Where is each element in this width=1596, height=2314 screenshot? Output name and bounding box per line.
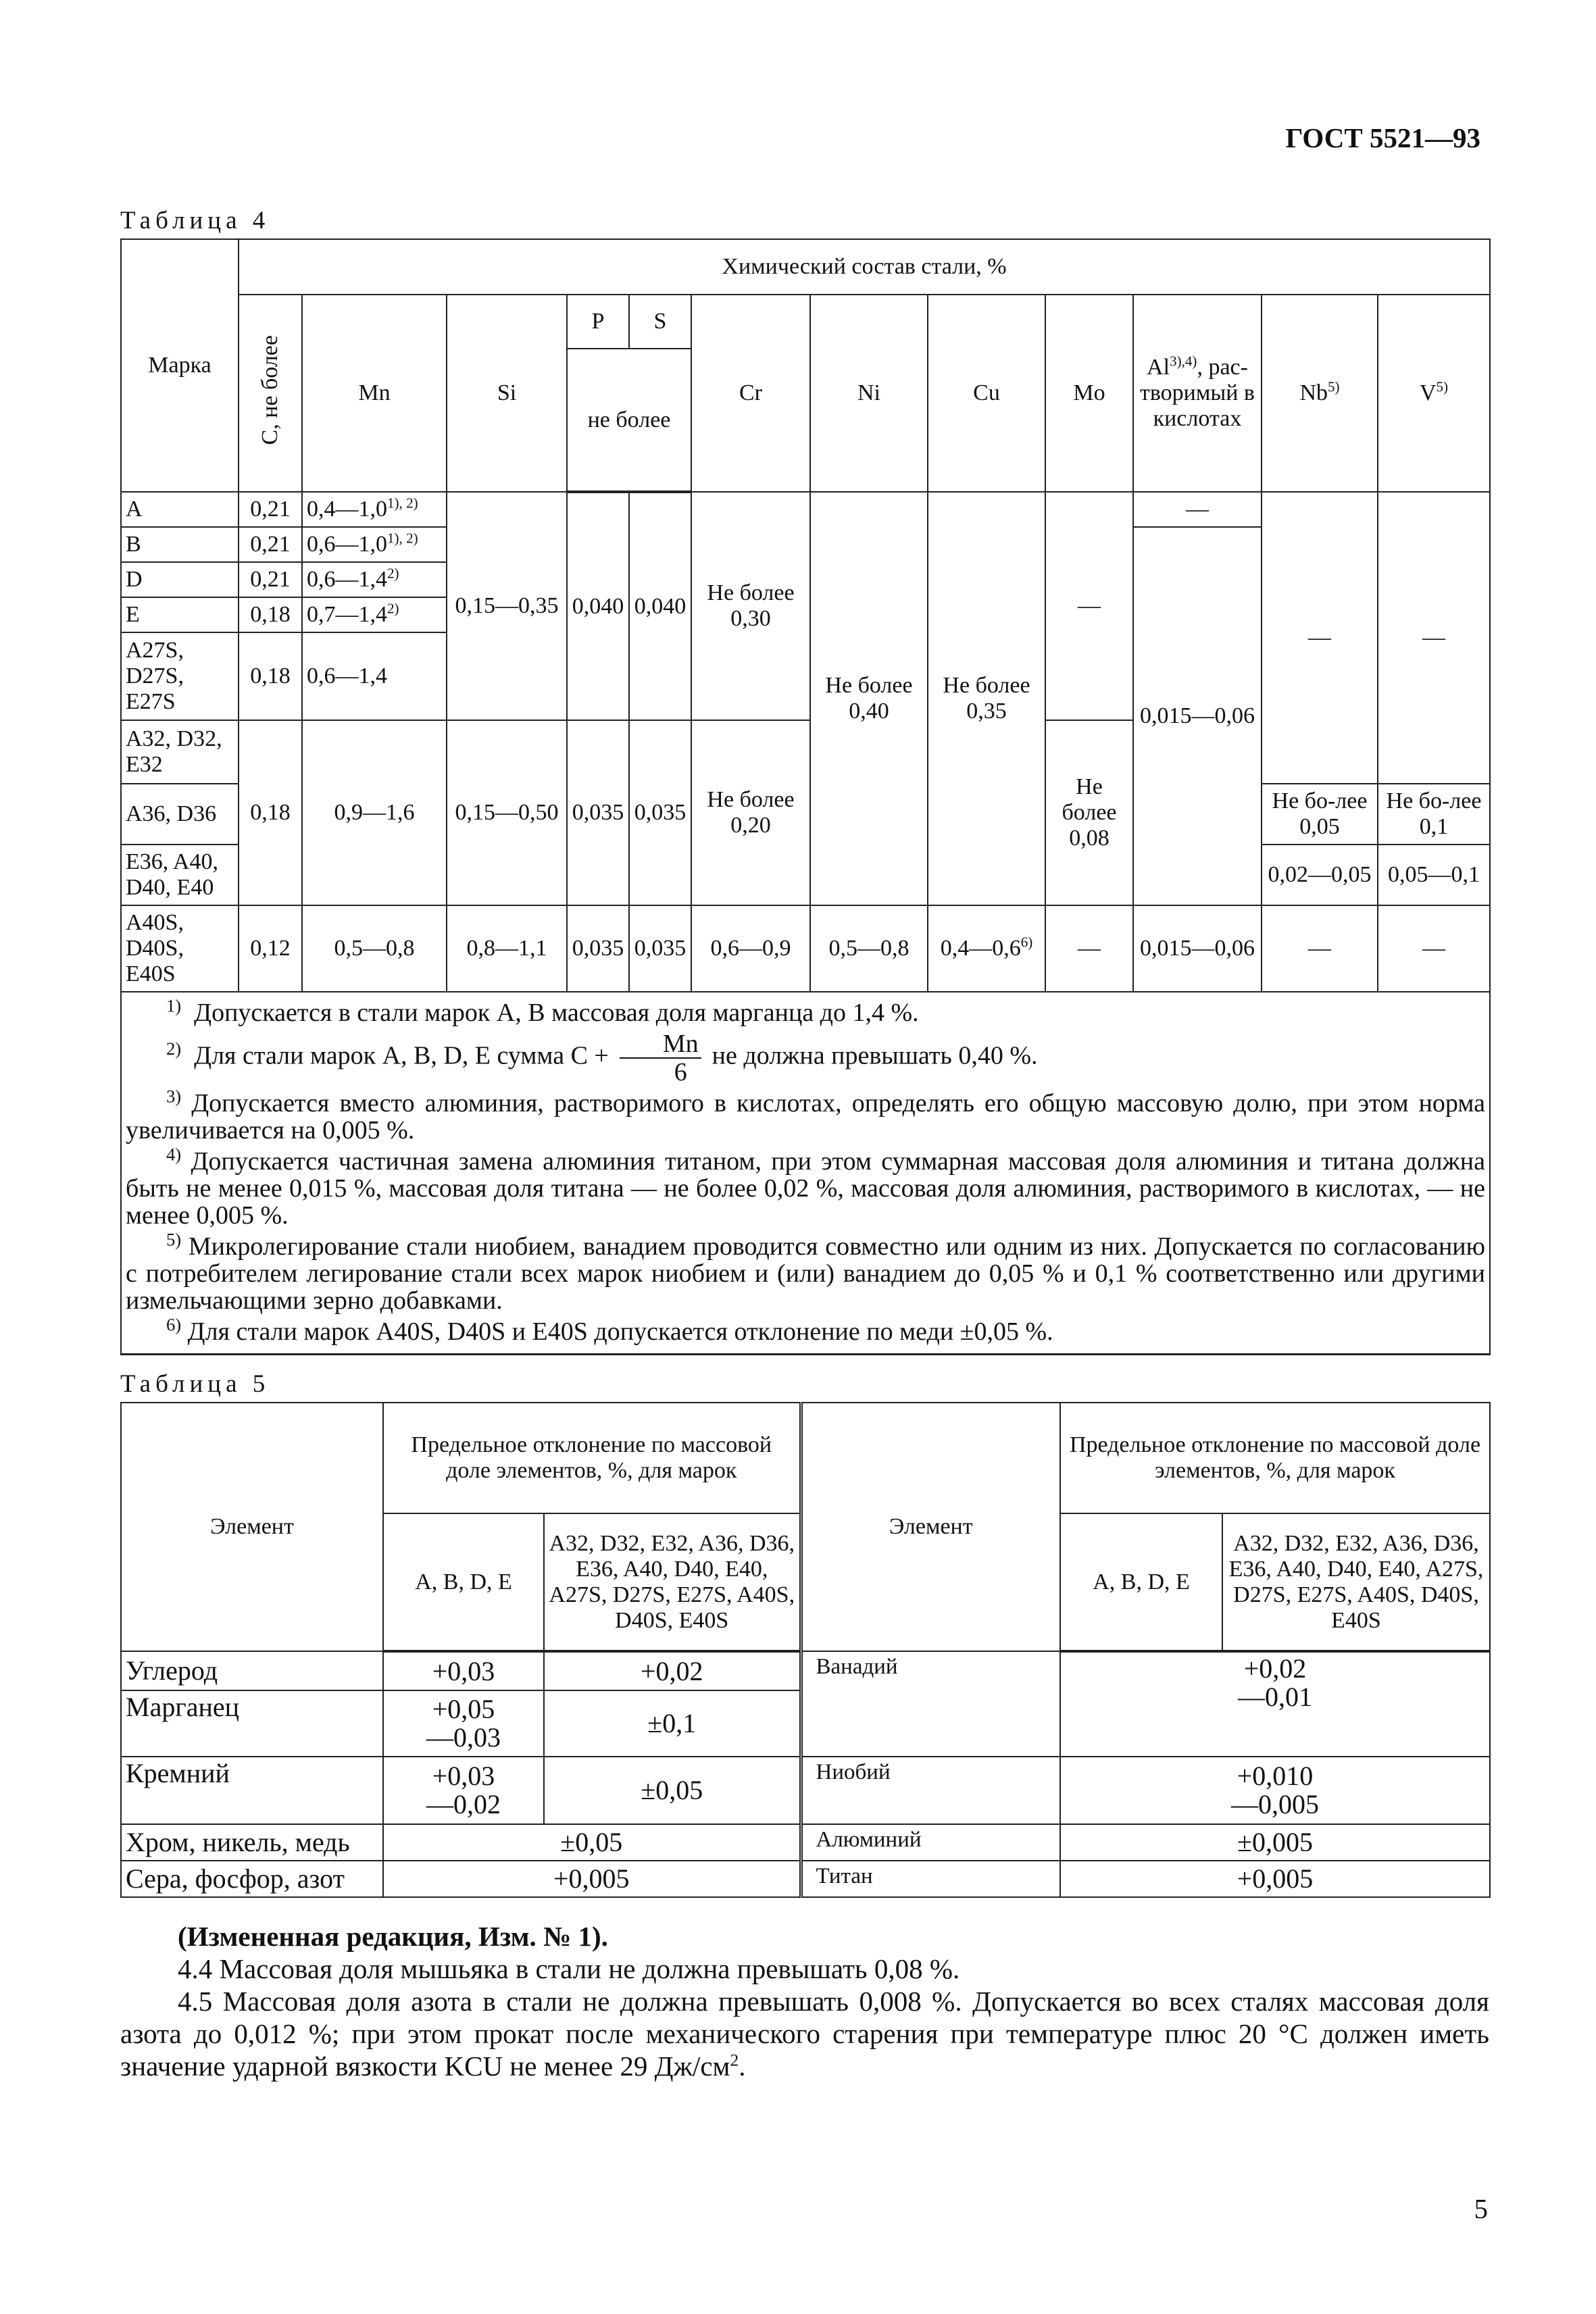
revision-note: (Измененная редакция, Изм. № 1). <box>178 1921 608 1952</box>
si-group-2: 0,15—0,50 <box>447 720 567 905</box>
col-head-cr: Cr <box>691 295 810 492</box>
table-row <box>121 492 1490 527</box>
t5-silicon-others: ±0,05 <box>544 1757 801 1824</box>
nb-36: Не бо-лее 0,05 <box>1262 784 1378 845</box>
table-4-caption: Таблица 4 <box>120 207 270 234</box>
body-text <box>120 1920 1489 2082</box>
grade-32: A32, D32, E32 <box>121 720 239 784</box>
ni-40s: 0,5—0,8 <box>810 905 928 992</box>
col-head-marka: Марка <box>121 239 239 492</box>
table-row <box>121 1651 1490 1690</box>
table-4-chemical-composition <box>120 238 1491 1355</box>
table-row <box>121 1824 1490 1861</box>
grade-b: B <box>121 527 239 562</box>
mo-group-2: Не более 0,08 <box>1045 720 1133 905</box>
c-27s: 0,18 <box>239 632 302 720</box>
col-head-ne-bolee: не более <box>567 349 691 492</box>
document-number: ГОСТ 5521—93 <box>1285 122 1480 153</box>
grade-d: D <box>121 562 239 597</box>
t5-head-group-left: Предельное отклонение по массовой доле элементов, %, для марок <box>383 1403 801 1513</box>
paragraph-4-5: 4.5 Массовая доля азота в стали не должна превышать 0,008 %. Допускается во всех сталях массовая доля азота до 0,012 %; при этом прокат после механического старения при температуре плюс 20 °С должен иметь значение ударной вязкости KCU не менее 29 $Дж/см^2$. <box>120 1986 1489 2082</box>
al-a: — <box>1133 492 1262 527</box>
nb-group-1: — <box>1262 492 1378 784</box>
grade-40s: A40S, D40S, E40S <box>121 905 239 992</box>
al-group: 0,015—0,06 <box>1133 527 1262 905</box>
t5-head-element-right: Элемент <box>801 1403 1060 1651</box>
p-group-1: 0,040 <box>567 492 629 720</box>
mn-b: $0,6—1,0^{1), 2)}$ <box>302 527 447 562</box>
t5-niobium-value: +0,010 —0,005 <box>1060 1757 1490 1824</box>
page-number: 5 <box>1474 2193 1488 2224</box>
v-40s: — <box>1378 905 1490 992</box>
nb-e36-40: 0,02—0,05 <box>1262 845 1378 905</box>
c-d: 0,21 <box>239 562 302 597</box>
t5-element-manganese: Марганец <box>121 1690 383 1757</box>
t5-s-p-n-value: +0,005 <box>383 1861 801 1897</box>
col-head-group: Химический состав стали, % <box>239 239 1490 295</box>
col-head-mo: Mo <box>1045 295 1133 492</box>
grade-27s: A27S, D27S, E27S <box>121 632 239 720</box>
t5-manganese-abde: +0,05 —0,03 <box>383 1690 544 1757</box>
v-e36-40: 0,05—0,1 <box>1378 845 1490 905</box>
p-40s: 0,035 <box>567 905 629 992</box>
t5-manganese-others: ±0,1 <box>544 1690 801 1757</box>
grade-e: E <box>121 597 239 632</box>
cr-group-2: Не более 0,20 <box>691 720 810 905</box>
footnote-5: $^{5)}$ Микролегирование стали ниобием, ванадием проводится совместно или одним из них. Допускается по согласованию с потребителем легирование стали всех марок ниобием и (или) ванадием до 0,05 % и 0,1 % соответственно или другими измельчающими зерно добавками. <box>126 1229 1485 1315</box>
grade-a: A <box>121 492 239 527</box>
col-head-si: Si <box>447 295 567 492</box>
mn-group-2: 0,9—1,6 <box>302 720 447 905</box>
table-row <box>121 1757 1490 1824</box>
table-4-footnotes <box>121 992 1490 1355</box>
col-head-cu: Cu <box>928 295 1045 492</box>
paragraph-4-4: 4.4 Массовая доля мышьяка в стали не должна превышать 0,08 %. <box>178 1953 960 1984</box>
grade-e36-40: E36, A40, D40, E40 <box>121 845 239 905</box>
mn-40s: 0,5—0,8 <box>302 905 447 992</box>
t5-element-silicon: Кремний <box>121 1757 383 1824</box>
col-head-mn: Mn <box>302 295 447 492</box>
al-40s: 0,015—0,06 <box>1133 905 1262 992</box>
col-head-v: $V^{5)}$ <box>1378 295 1490 492</box>
t5-element-s-p-n: Сера, фосфор, азот <box>121 1861 383 1897</box>
v-36: Не бо-лее 0,1 <box>1378 784 1490 845</box>
ni-group: Не более 0,40 <box>810 492 928 905</box>
t5-carbon-abde: +0,03 <box>383 1651 544 1690</box>
t5-head-abde-left: A, B, D, E <box>383 1513 544 1651</box>
t5-element-aluminium: Алюминий <box>801 1824 1060 1861</box>
c-group-2: 0,18 <box>239 720 302 905</box>
s-40s: 0,035 <box>629 905 691 992</box>
p-group-2: 0,035 <box>567 720 629 905</box>
c-e: 0,18 <box>239 597 302 632</box>
mn-d: 0,6—1,4$^{2)}$ <box>302 562 447 597</box>
mn-a: $0,4—1,0^{1), 2)}$ <box>302 492 447 527</box>
col-head-nb: Nb$^{5)}$ <box>1262 295 1378 492</box>
footnote-2: $^{2)}$ Для стали марок A, B, D, E сумма C + $\frac{Mn}{6}$ не должна превышать 0,40 %. <box>166 1030 1038 1086</box>
cu-group: Не более 0,35 <box>928 492 1045 905</box>
mn-e: 0,7—1,4$^{2)}$ <box>302 597 447 632</box>
s-group-2: 0,035 <box>629 720 691 905</box>
c-40s: 0,12 <box>239 905 302 992</box>
col-head-s: S <box>629 295 691 349</box>
t5-vanadium-value: +0,02 —0,01 <box>1060 1651 1490 1757</box>
cu-40s: 0,4—0,6$^{6)}$ <box>928 905 1045 992</box>
si-40s: 0,8—1,1 <box>447 905 567 992</box>
cr-40s: 0,6—0,9 <box>691 905 810 992</box>
c-b: 0,21 <box>239 527 302 562</box>
nb-40s: — <box>1262 905 1378 992</box>
t5-head-others-left: A32, D32, E32, A36, D36, E36, A40, D40, E40, A27S, D27S, E27S, A40S, D40S, E40S <box>544 1513 801 1651</box>
mo-40s: — <box>1045 905 1133 992</box>
mo-group-1: — <box>1045 492 1133 720</box>
table-row <box>121 905 1490 992</box>
table-5-deviations <box>120 1402 1491 1898</box>
footnote-1: $^{1)}$ Допускается в стали марок A, B массовая доля марганца до 1,4 %. <box>166 995 919 1027</box>
footnote-3: $^{3)}$ Допускается вместо алюминия, растворимого в кислотах, определять его общую массовую долю, при этом норма увеличивается на 0,005 %. <box>126 1086 1486 1145</box>
t5-head-abde-right: A, B, D, E <box>1060 1513 1222 1651</box>
mn-27s: 0,6—1,4 <box>302 632 447 720</box>
t5-element-vanadium: Ванадий <box>801 1651 1060 1757</box>
c-a: 0,21 <box>239 492 302 527</box>
t5-element-titanium: Титан <box>801 1861 1060 1897</box>
mn-over-6-fraction: $\frac{Mn}{6}$ <box>620 1030 701 1086</box>
t5-element-niobium: Ниобий <box>801 1757 1060 1824</box>
s-group-1: 0,040 <box>629 492 691 720</box>
table-row <box>121 1861 1490 1897</box>
si-group-1: 0,15—0,35 <box>447 492 567 720</box>
grade-36: A36, D36 <box>121 784 239 845</box>
footnote-4: $^{4)}$ Допускается частичная замена алюминия титаном, при этом суммарная массовая доля алюминия и титана должна быть не менее 0,015 %, массовая доля титана — не более 0,02 %, массовая доля алюминия, растворимого в кислотах, — не менее 0,005 %. <box>126 1144 1485 1230</box>
t5-head-others-right: A32, D32, E32, A36, D36, E36, A40, D40, E40, A27S, D27S, E27S, A40S, D40S, E40S <box>1222 1513 1490 1651</box>
t5-silicon-abde: +0,03 —0,02 <box>383 1757 544 1824</box>
table-5-caption: Таблица 5 <box>120 1370 270 1398</box>
t5-cr-ni-cu-value: ±0,05 <box>383 1824 801 1861</box>
col-head-al: $Al^{3),4)}$, рас-творимый в кислотах <box>1133 295 1262 492</box>
footnote-6: $^{6)}$ Для стали марок A40S, D40S и E40S допускается отклонение по меди ±0,05 %. <box>166 1314 1053 1346</box>
t5-element-carbon: Углерод <box>121 1651 383 1690</box>
v-group-1: — <box>1378 492 1490 784</box>
t5-aluminium-value: ±0,005 <box>1060 1824 1490 1861</box>
t5-head-element-left: Элемент <box>121 1403 383 1651</box>
t5-titanium-value: +0,005 <box>1060 1861 1490 1897</box>
col-head-c: С, не более <box>239 295 302 492</box>
t5-head-group-right: Предельное отклонение по массовой доле элементов, %, для марок <box>1060 1403 1490 1513</box>
t5-element-cr-ni-cu: Хром, никель, медь <box>121 1824 383 1861</box>
col-head-ni: Ni <box>810 295 928 492</box>
t5-carbon-others: +0,02 <box>544 1651 801 1690</box>
col-head-p: P <box>567 295 629 349</box>
cr-group-1: Не более 0,30 <box>691 492 810 720</box>
